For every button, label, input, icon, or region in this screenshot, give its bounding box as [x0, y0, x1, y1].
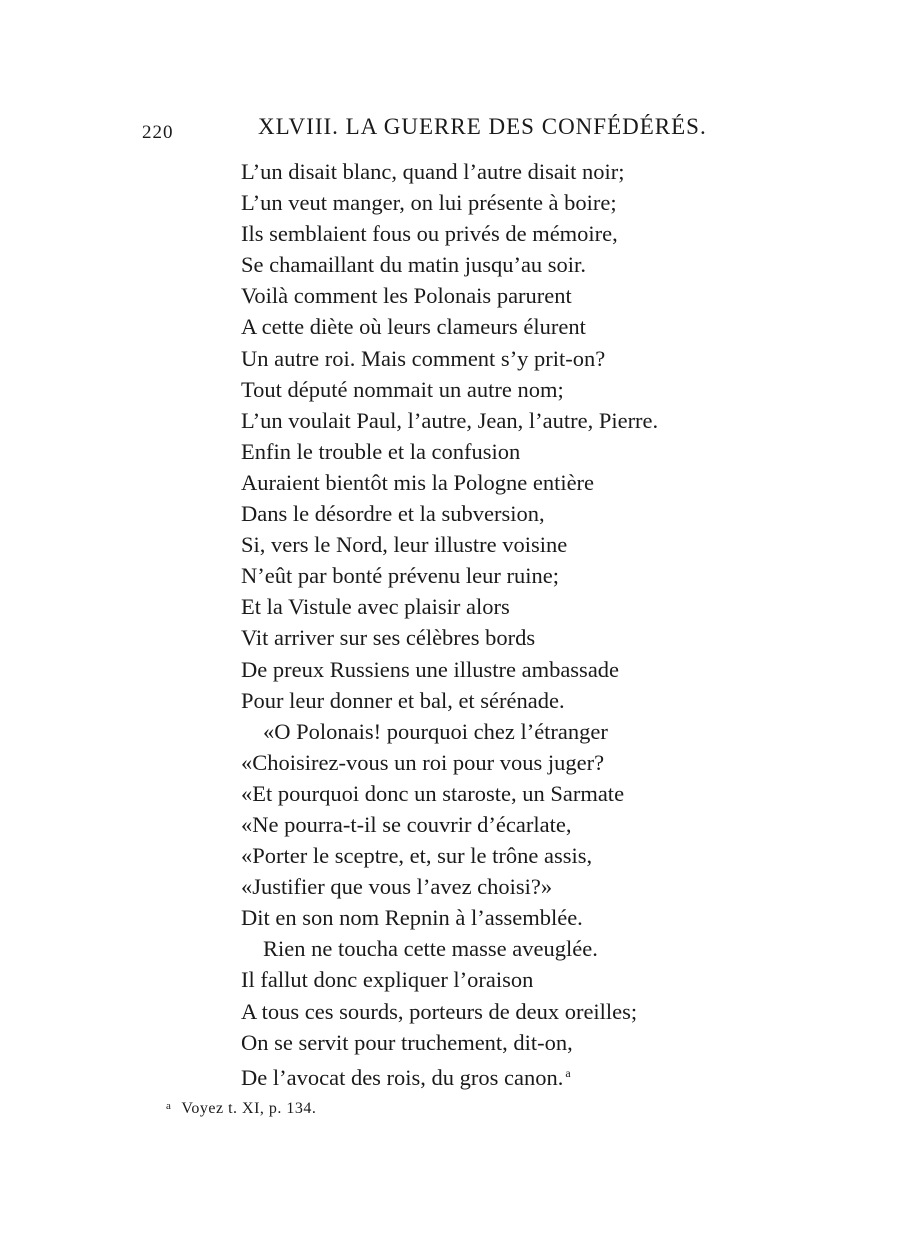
footnote-reference: a	[565, 1065, 571, 1080]
verse-line: «Justifier que vous l’avez choisi?»	[241, 874, 553, 900]
verse-line: «Et pourquoi donc un staroste, un Sarmate	[241, 780, 625, 806]
verse-line: Si, vers le Nord, leur illustre voisine	[241, 532, 568, 558]
verse-line: Dans le désordre et la subversion,	[241, 501, 545, 527]
verse-line: «O Polonais! pourquoi chez l’étranger	[263, 718, 608, 744]
verse-line: Rien ne toucha cette masse aveuglée.	[263, 936, 598, 962]
footnote-text: Voyez t. XI, p. 134.	[181, 1100, 317, 1117]
running-head: XLVIII. LA GUERRE DES CONFÉDÉRÉS.	[258, 114, 707, 139]
verse-line: Et la Vistule avec plaisir alors	[241, 594, 510, 620]
verse-line: On se servit pour truchement, dit-on,	[241, 1029, 573, 1055]
verse-line: A cette diète où leurs clameurs élurent	[241, 314, 586, 340]
verse-line: A tous ces sourds, porteurs de deux oreilles;	[241, 998, 638, 1024]
verse-line: Se chamaillant du matin jusqu’au soir.	[241, 252, 586, 278]
verse-line: Un autre roi. Mais comment s’y prit-on?	[241, 345, 606, 371]
poem-body	[241, 156, 801, 1093]
verse-line: L’un disait blanc, quand l’autre disait noir;	[241, 159, 625, 184]
verse-line: Dit en son nom Repnin à l’assemblée.	[241, 905, 583, 931]
verse-line-last	[241, 1058, 801, 1093]
verse-line: Il fallut donc expliquer l’oraison	[241, 967, 534, 993]
verse-line: Auraient bientôt mis la Pologne entière	[241, 469, 595, 495]
verse-line: Tout député nommait un autre nom;	[241, 376, 564, 402]
verse-line: N’eût par bonté prévenu leur ruine;	[241, 563, 559, 589]
verse-line: De preux Russiens une illustre ambassade	[241, 656, 620, 682]
verse-line: Pour leur donner et bal, et sérénade.	[241, 687, 565, 713]
footnote	[166, 1100, 316, 1118]
verse-text: De l’avocat des rois, du gros canon.	[241, 1064, 564, 1090]
verse-line: L’un voulait Paul, l’autre, Jean, l’autre, Pierre.	[241, 407, 659, 433]
verse-line: Enfin le trouble et la confusion	[241, 438, 521, 464]
verse-line: L’un veut manger, on lui présente à boire;	[241, 190, 617, 216]
verse-line: Ils semblaient fous ou privés de mémoire,	[241, 221, 618, 247]
verse-line: Voilà comment les Polonais parurent	[241, 283, 572, 309]
verse-line: «Porter le sceptre, et, sur le trône assis,	[241, 843, 593, 869]
verse-line: Vit arriver sur ses célèbres bords	[241, 625, 536, 651]
footnote-letter: a	[166, 1100, 172, 1112]
page-number: 220	[142, 122, 174, 143]
verse-line: «Choisirez-vous un roi pour vous juger?	[241, 749, 605, 775]
verse-line: «Ne pourra-t-il se couvrir d’écarlate,	[241, 811, 572, 837]
